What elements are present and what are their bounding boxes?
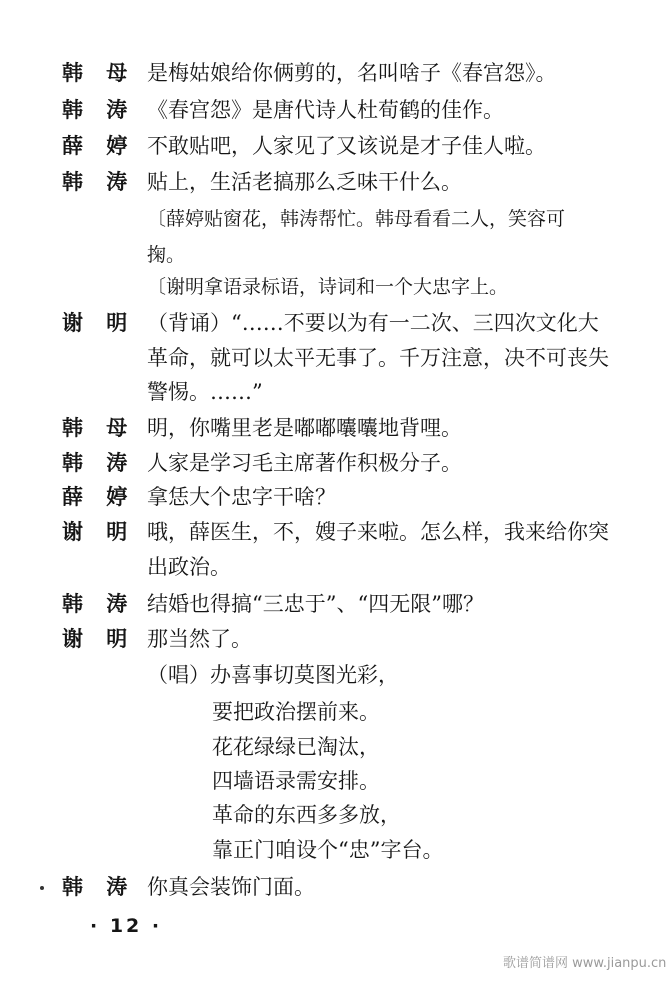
song-first-line: （唱）办喜事切莫图光彩， — [147, 663, 399, 687]
stage-direction — [0, 202, 672, 236]
dialogue-continuation — [0, 341, 672, 375]
dialogue-text: 不敢贴吧，人家见了又该说是才子佳人啦。 — [147, 134, 546, 158]
dialogue-text: 人家是学习毛主席著作积极分子。 — [147, 451, 462, 475]
dialogue-text: 贴上，生活老搞那么乏味干什么。 — [147, 170, 462, 194]
stage-direction-text: 〔薛婷贴窗花，韩涛帮忙。韩母看看二人，笑容可 — [147, 208, 566, 230]
watermark: 歌谱简谱网 www.jianpu.cn — [503, 956, 667, 971]
song-verse: 要把政治摆前来。 — [212, 700, 380, 724]
dialogue-line — [0, 93, 672, 127]
song-line — [0, 833, 672, 867]
dialogue-text: 拿恁大个忠字干啥？ — [147, 485, 336, 509]
stage-direction-text: 〔谢明拿语录标语，诗词和一个大忠字上。 — [147, 276, 509, 298]
dialogue-text: 明，你嘴里老是嘟嘟囔囔地背哩。 — [147, 416, 462, 440]
speaker-name: 韩 涛 — [62, 874, 136, 899]
speaker-name: 谢 明 — [62, 519, 136, 544]
dialogue-line — [0, 411, 672, 445]
speaker-name: 谢 明 — [62, 310, 136, 335]
song-line — [0, 658, 672, 692]
song-verse: 四墙语录需安排。 — [212, 769, 380, 793]
song-line — [0, 730, 672, 764]
speaker-name: 韩 涛 — [62, 97, 136, 122]
dialogue-line — [0, 129, 672, 163]
speaker-name: 谢 明 — [62, 626, 136, 651]
stage-direction-text: 掬。 — [147, 244, 186, 266]
dialogue-continuation — [0, 550, 672, 584]
song-verse: 革命的东西多多放， — [212, 803, 401, 827]
speaker-name: 韩 涛 — [62, 169, 136, 194]
dialogue-line — [0, 587, 672, 621]
dialogue-line — [0, 515, 672, 549]
dialogue-text: 结婚也得搞“三忠于”、“四无限”哪？ — [147, 592, 484, 616]
dialogue-text: 是梅姑娘给你俩剪的，名叫啥子《春宫怨》。 — [147, 61, 557, 85]
song-line — [0, 798, 672, 832]
dialogue-line — [0, 622, 672, 656]
dialogue-line — [0, 480, 672, 514]
speaker-name: 韩 母 — [62, 415, 136, 440]
dialogue-continuation — [0, 375, 672, 409]
speaker-name: 薛 婷 — [62, 484, 136, 509]
speaker-name: 薛 婷 — [62, 133, 136, 158]
page-number: · 12 · — [90, 915, 163, 937]
dialogue-line — [0, 56, 672, 90]
dialogue-text: 哦，薛医生，不，嫂子来啦。怎么样，我来给你突 — [147, 520, 609, 544]
song-line — [0, 695, 672, 729]
dialogue-line — [0, 446, 672, 480]
dialogue-text: 出政治。 — [147, 555, 231, 579]
song-verse: 花花绿绿已淘汰， — [212, 735, 380, 759]
dialogue-text: 革命，就可以太平无事了。千万注意，决不可丧失 — [147, 346, 609, 370]
speaker-name: 韩 涛 — [62, 591, 136, 616]
song-verse: 靠正门咱设个“忠”字台。 — [212, 838, 444, 862]
dialogue-text: 那当然了。 — [147, 627, 252, 651]
dialogue-line — [0, 870, 672, 904]
speaker-name: 韩 母 — [62, 60, 136, 85]
stage-direction — [0, 270, 672, 304]
speaker-name: 韩 涛 — [62, 450, 136, 475]
song-line — [0, 764, 672, 798]
dialogue-line — [0, 306, 672, 340]
dialogue-text: 你真会装饰门面。 — [147, 875, 315, 899]
dialogue-text: （背诵）“……不要以为有一二次、三四次文化大 — [147, 311, 599, 335]
dialogue-line — [0, 165, 672, 199]
stage-direction — [0, 238, 672, 272]
dialogue-text: 《春宫怨》是唐代诗人杜荀鹤的佳作。 — [147, 98, 504, 122]
dialogue-text: 警惕。……” — [147, 380, 263, 404]
